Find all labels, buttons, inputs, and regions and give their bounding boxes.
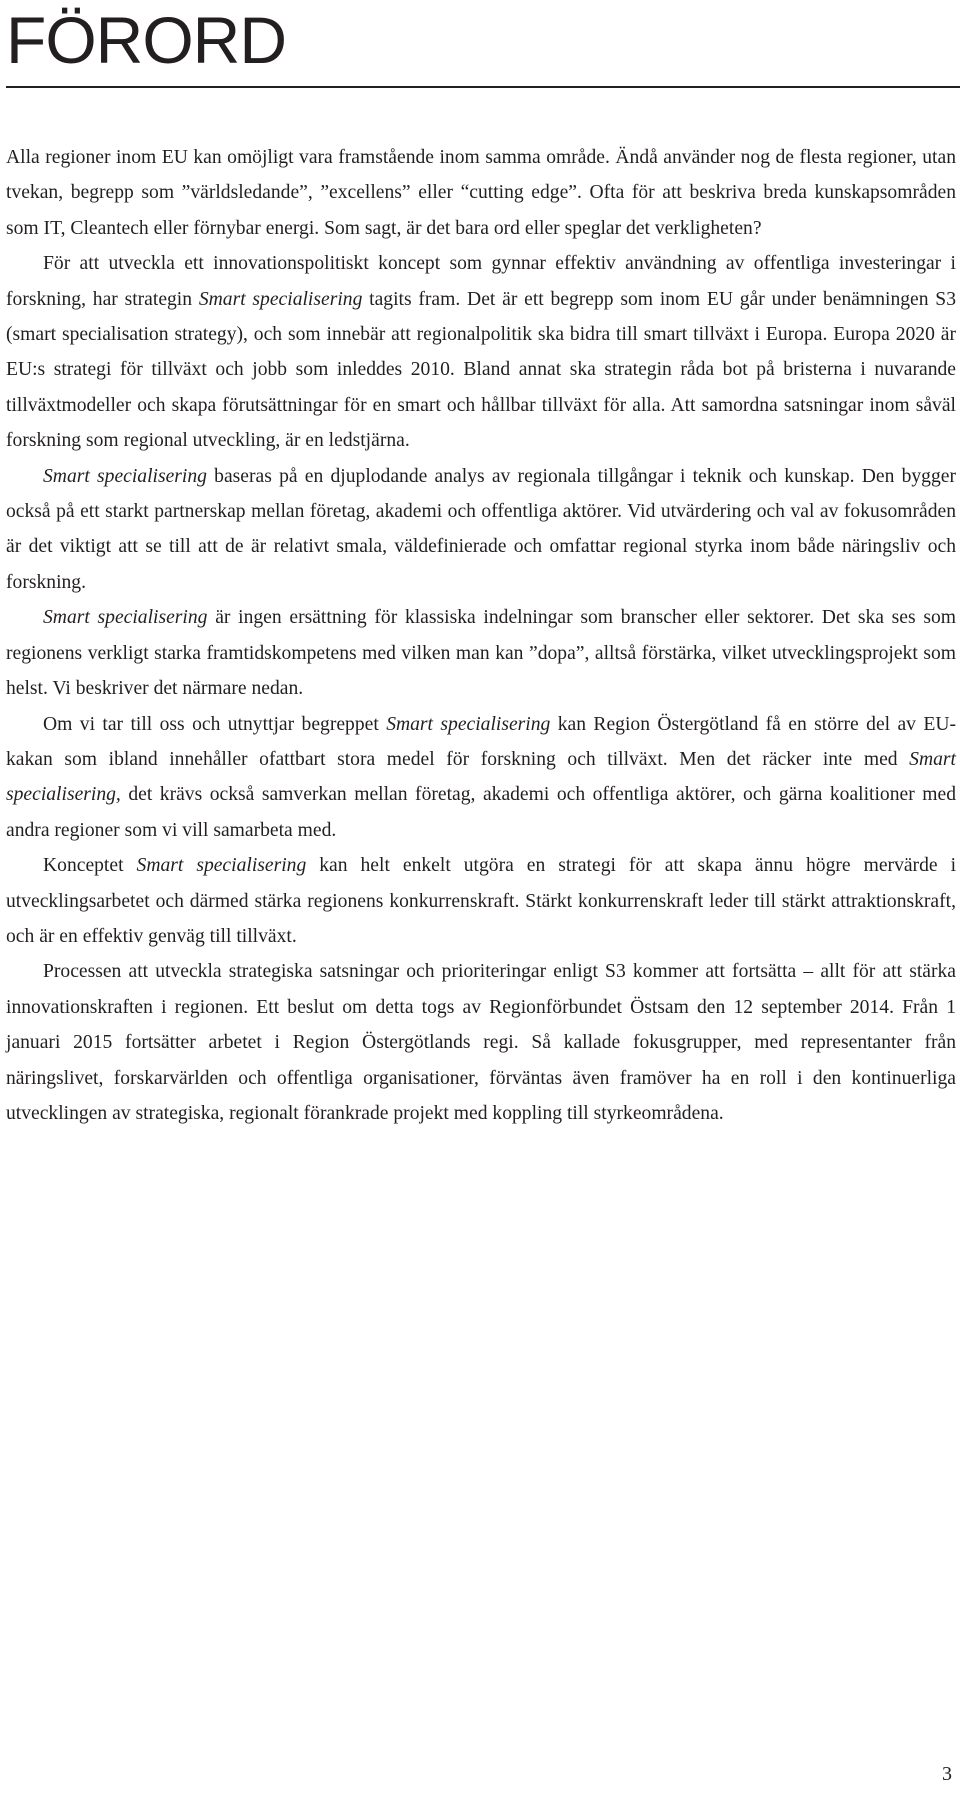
- text-run: det krävs också samverkan mellan företag, akademi och offentliga aktörer, och gärna koalitioner med andra regioner som vi vill samarbeta med.: [6, 784, 956, 841]
- page-number: 3: [942, 1763, 952, 1785]
- italic-term: Smart specialisering,: [6, 748, 956, 806]
- text-run: kan Region Östergötland få en större del av EU-kakan som ibland innehåller ofattbart stora medel för forskning och tillväxt. Men det räcker inte med: [6, 713, 957, 770]
- paragraph: [6, 848, 956, 954]
- body-text: [6, 140, 956, 1131]
- paragraph: [6, 707, 956, 849]
- text-run: baseras på en djuplodande analys av regionala tillgångar i teknik och kunskap. Den bygger också på ett starkt partnerskap mellan företag, akademi och offentliga aktörer. Vid utvärdering och val av fokusområden är det viktigt att se till att de är relativt smala, väldefinierade och omfattar regional styrka inom både näringsliv och forskning.: [6, 465, 956, 593]
- text-run: är ingen ersättning för klassiska indelningar som branscher eller sektorer. Det ska ses som regionens verkligt starka framtidskompetens med vilken man kan ”dopa”, alltså förstärka, vilket utvecklingsprojekt som helst. Vi beskriver det närmare nedan.: [6, 607, 956, 700]
- italic-term: Smart specialisering: [43, 465, 207, 487]
- italic-term: Smart specialisering: [386, 713, 551, 735]
- paragraph: [6, 246, 956, 458]
- italic-term: Smart specialisering: [43, 607, 208, 629]
- paragraph: [6, 954, 956, 1131]
- text-run: tagits fram. Det är ett begrepp som inom EU går under benämningen S3 (smart specialisation strategy), och som innebär att regionalpolitik ska bidra till smart tillväxt i Europa. Europa 2020 är EU:s strategi för tillväxt och jobb som inleddes 2010. Bland annat ska strategin råda bot på bristerna i nuvarande tillväxtmodeller och skapa förutsättningar för en smart och hållbar tillväxt för alla. Att samordna satsningar inom såväl forskning som regional utveckling, är en ledstjärna.: [6, 288, 957, 452]
- italic-term: Smart specialisering: [136, 855, 307, 877]
- title-divider: [6, 86, 960, 88]
- paragraph: [6, 600, 956, 706]
- page-title: FÖRORD: [6, 3, 286, 77]
- text-run: Konceptet: [43, 855, 137, 877]
- text-run: Om vi tar till oss och utnyttjar begreppet: [43, 713, 387, 735]
- paragraph: [6, 140, 956, 246]
- text-run: För att utveckla ett innovationspolitiskt koncept som gynnar effektiv användning av offentliga investeringar i forskning, har strategin: [6, 253, 956, 310]
- text-run: kan helt enkelt utgöra en strategi för att skapa ännu högre mervärde i utvecklingsarbetet och därmed stärka regionens konkurrenskraft. Stärkt konkurrenskraft leder till stärkt attraktionskraft, och är en effektiv genväg till tillväxt.: [6, 855, 957, 947]
- paragraph: [6, 459, 956, 601]
- italic-term: Smart specialisering: [198, 288, 363, 310]
- text-run: Alla regioner inom EU kan omöjligt vara framstående inom samma område. Ändå använder nog de flesta regioner, utan tvekan, begrepp som ”världsledande”, ”excellens” eller “cutting edge”. Ofta för att beskriva breda kunskapsområden som IT, Cleantech eller förnybar energi. Som sagt, är det bara ord eller speglar det verkligheten?: [6, 147, 956, 239]
- text-run: Processen att utveckla strategiska satsningar och prioriteringar enligt S3 kommer att fortsätta – allt för att stärka innovationskraften i regionen. Ett beslut om detta togs av Regionförbundet Östsam den 12 september 2014. Från 1 januari 2015 fortsätter arbetet i Region Östergötlands regi. Så kallade fokusgrupper, med representanter från näringslivet, forskarvärlden och offentliga organisationer, förväntas även framöver ha en roll i den kontinuerliga utvecklingen av strategiska, regionalt förankrade projekt med koppling till styrkeområdena.: [6, 961, 956, 1124]
